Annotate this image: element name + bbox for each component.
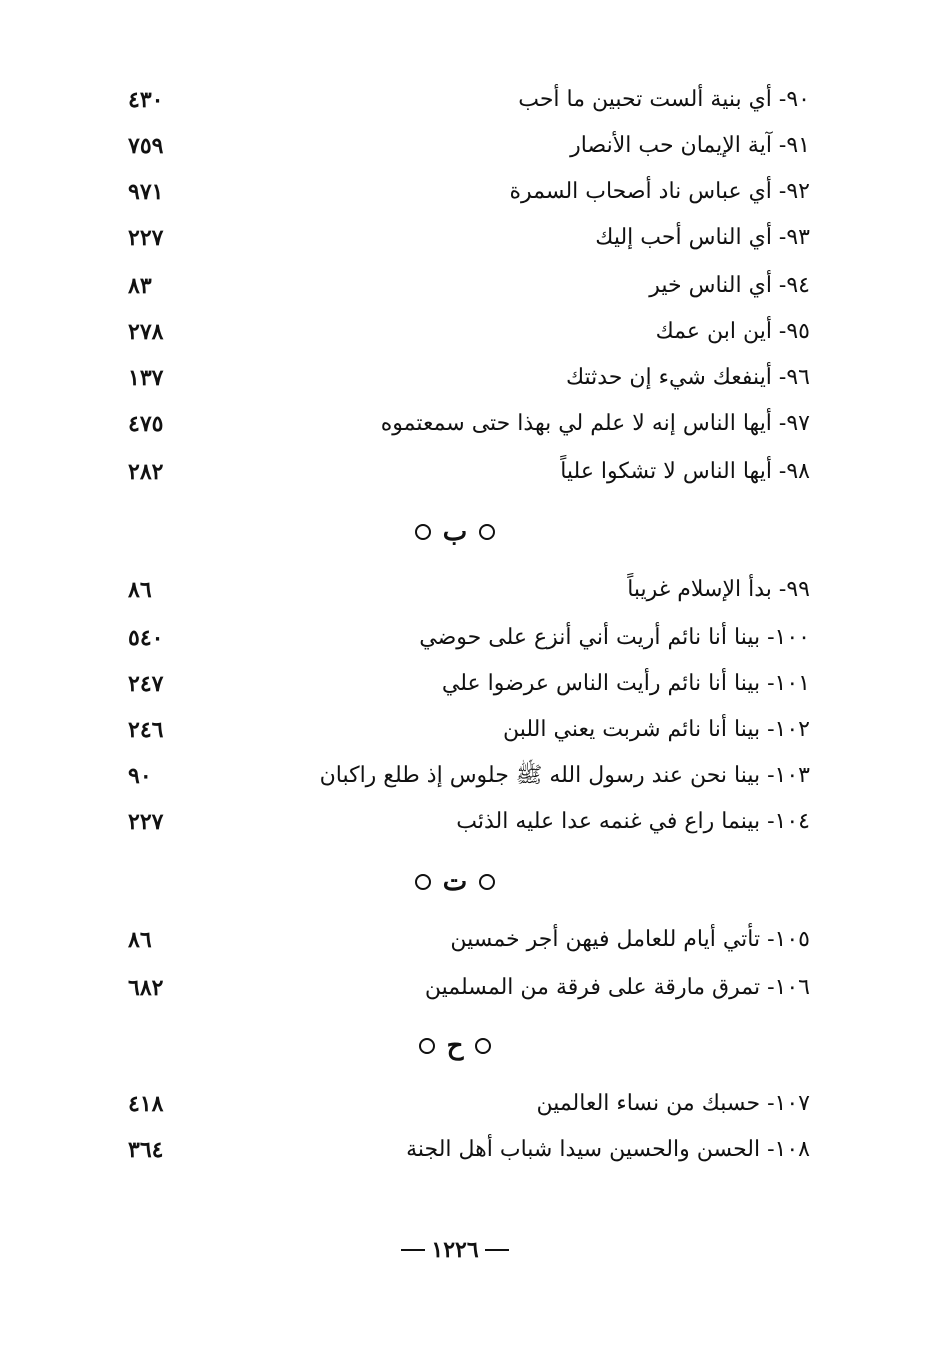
entry-title: ٩٩- بدأ الإسلام غريباً bbox=[627, 577, 810, 602]
entry-title: ١٠٤- بينما راع في غنمه عدا عليه الذئب bbox=[456, 809, 810, 834]
entry-page-number: ٨٣ bbox=[128, 273, 152, 299]
index-entry bbox=[110, 358, 810, 398]
entry-title: ١٠٧- حسبك من نساء العالمين bbox=[536, 1091, 810, 1116]
dash-ornament bbox=[485, 1249, 509, 1251]
section-letter: ح bbox=[446, 1031, 464, 1061]
entry-title: ٩٧- أيها الناس إنه لا علم لي بهذا حتى سمعتموه bbox=[380, 411, 810, 436]
entry-page-number: ٣٦٤ bbox=[128, 1137, 164, 1163]
index-entry bbox=[110, 404, 810, 444]
entry-title: ١٠٣- بينا نحن عند رسول الله ﷺ جلوس إذ طلع راكبان bbox=[319, 763, 810, 788]
circle-ornament bbox=[479, 524, 495, 540]
entry-page-number: ٥٤٠ bbox=[128, 625, 164, 651]
entry-title: ١٠٨- الحسن والحسين سيدا شباب أهل الجنة bbox=[406, 1137, 810, 1162]
circle-ornament bbox=[415, 874, 431, 890]
index-entry bbox=[110, 710, 810, 750]
entry-page-number: ٤١٨ bbox=[128, 1091, 164, 1117]
page-number: ١٢٢٦ bbox=[431, 1237, 479, 1263]
dash-ornament bbox=[401, 1249, 425, 1251]
entry-title: ٩٣- أي الناس أحب إليك bbox=[595, 225, 810, 250]
section-heading bbox=[370, 862, 540, 902]
entry-title: ١٠٦- تمرق مارقة على فرقة من المسلمين bbox=[424, 975, 810, 1000]
entry-page-number: ٢٤٦ bbox=[128, 717, 164, 743]
section-letter: ت bbox=[442, 867, 468, 897]
entry-page-number: ٤٧٥ bbox=[128, 411, 164, 437]
index-entry bbox=[110, 664, 810, 704]
entry-page-number: ٢٧٨ bbox=[128, 319, 164, 345]
index-entry bbox=[110, 1084, 810, 1124]
circle-ornament bbox=[475, 1038, 491, 1054]
index-entry bbox=[110, 80, 810, 120]
index-entry bbox=[110, 756, 810, 796]
index-entry bbox=[110, 126, 810, 166]
entry-title: ٩٤- أي الناس خير bbox=[649, 273, 810, 298]
index-entry bbox=[110, 570, 810, 610]
entry-title: ١٠٢- بينا أنا نائم شربت يعني اللبن bbox=[503, 717, 810, 742]
entry-title: ١٠١- بينا أنا نائم رأيت الناس عرضوا علي bbox=[441, 671, 810, 696]
section-heading bbox=[370, 512, 540, 552]
index-entry bbox=[110, 312, 810, 352]
entry-page-number: ٢٨٢ bbox=[128, 459, 164, 485]
entry-page-number: ٦٨٢ bbox=[128, 975, 164, 1001]
entry-page-number: ٤٣٠ bbox=[128, 87, 164, 113]
entry-title: ٩١- آية الإيمان حب الأنصار bbox=[570, 133, 810, 158]
index-entry bbox=[110, 968, 810, 1008]
index-entry bbox=[110, 802, 810, 842]
entry-title: ١٠٠- بينا أنا نائم أريت أني أنزع على حوضي bbox=[419, 625, 810, 650]
entry-page-number: ٨٦ bbox=[128, 927, 152, 953]
entry-page-number: ٢٤٧ bbox=[128, 671, 164, 697]
index-entry bbox=[110, 172, 810, 212]
circle-ornament bbox=[479, 874, 495, 890]
section-heading bbox=[370, 1026, 540, 1066]
index-entry bbox=[110, 618, 810, 658]
page-footer bbox=[370, 1230, 540, 1270]
index-entry bbox=[110, 920, 810, 960]
entry-page-number: ٩٠ bbox=[128, 763, 152, 789]
index-entry bbox=[110, 266, 810, 306]
index-entry bbox=[110, 452, 810, 492]
entry-title: ٩٨- أيها الناس لا تشكوا علياً bbox=[560, 459, 810, 484]
entry-title: ٩٦- أينفعك شيء إن حدثتك bbox=[565, 365, 810, 390]
section-letter: ب bbox=[442, 517, 468, 547]
entry-page-number: ١٣٧ bbox=[128, 365, 164, 391]
index-entry bbox=[110, 218, 810, 258]
circle-ornament bbox=[419, 1038, 435, 1054]
entry-page-number: ٢٢٧ bbox=[128, 809, 164, 835]
entry-title: ٩٠- أي بنية ألست تحبين ما أحب bbox=[518, 87, 810, 112]
index-entry bbox=[110, 1130, 810, 1170]
entry-page-number: ٧٥٩ bbox=[128, 133, 164, 159]
entry-page-number: ٢٢٧ bbox=[128, 225, 164, 251]
entry-title: ١٠٥- تأتي أيام للعامل فيهن أجر خمسين bbox=[450, 927, 810, 952]
entry-page-number: ٨٦ bbox=[128, 577, 152, 603]
entry-title: ٩٢- أي عباس ناد أصحاب السمرة bbox=[509, 179, 810, 204]
entry-page-number: ٩٧١ bbox=[128, 179, 164, 205]
circle-ornament bbox=[415, 524, 431, 540]
entry-title: ٩٥- أين ابن عمك bbox=[655, 319, 810, 344]
